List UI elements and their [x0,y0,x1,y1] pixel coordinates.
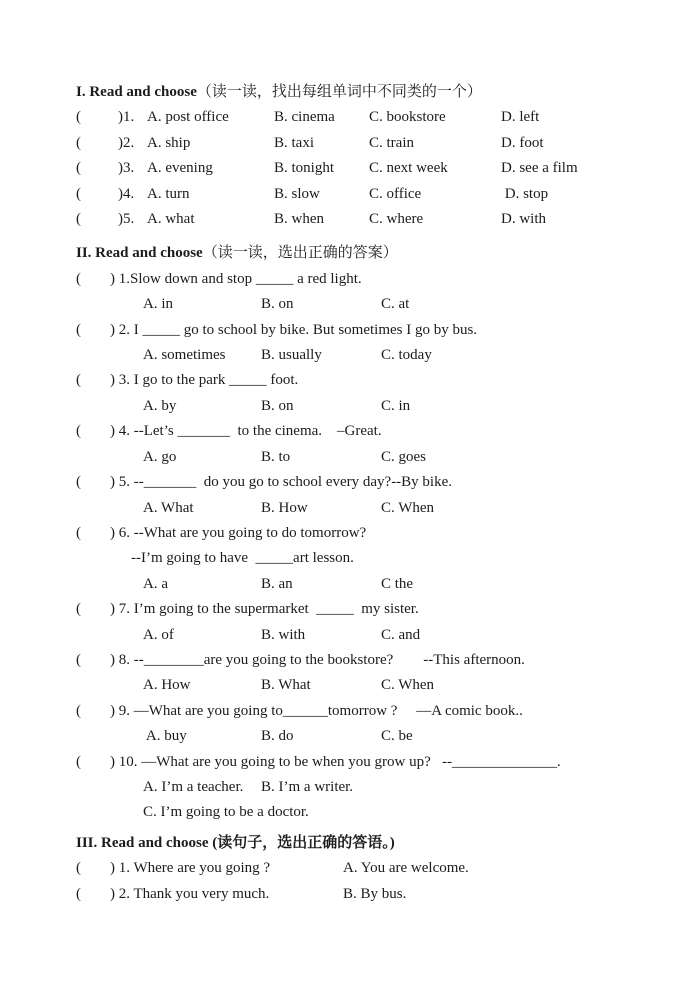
section1-heading [76,80,665,105]
stem-text: ) 9. —What are you going to______tomorrow ? —A comic book.. [110,702,523,719]
option-c: C. where [369,211,424,228]
option-d: D. stop [501,185,549,202]
stem-text: ) 8. --________are you going to the bookstore? --This afternoon. [110,651,525,668]
answer-paren: ( [76,185,81,202]
answer-paren: ( [76,423,81,440]
option-c: C. today [381,347,432,364]
match-answer: A. You are welcome. [343,860,469,877]
sec2-question-10 [76,750,665,826]
option-b: B. usually [261,347,322,364]
question-stem-line2 [131,546,665,571]
answer-paren: ( [76,372,81,389]
answer-paren: ( [76,134,81,151]
sec1-q1-row [76,105,665,130]
stem-text: ) 3. I go to the park _____ foot. [110,372,299,389]
sec2-question-1 [76,267,665,318]
option-b: B. on [261,397,294,414]
sec2-question-9 [76,699,665,750]
option-a: A. ship [147,134,191,151]
match-answer: B. By bus. [343,885,407,902]
option-b: B. cinema [274,109,335,126]
option-c: C. When [381,499,435,516]
answer-paren: ( [76,702,81,719]
answer-paren: ( [76,109,81,126]
stem-text: ) 1.Slow down and stop _____ a red light. [110,270,362,287]
question-stem [76,597,665,622]
stem-text: ) 4. --Let’s _______ to the cinema. –Great. [110,423,382,440]
sec1-q2-row [76,131,665,156]
question-stem [76,419,665,444]
question-stem [76,318,665,343]
option-c: C. in [381,397,411,414]
sec2-question-3 [76,368,665,419]
options-row [143,673,665,698]
option-b: B. on [261,296,294,313]
question-stem [76,470,665,495]
option-a: A. buy [143,728,187,745]
question-number: )5. [118,211,135,228]
options-row [143,572,665,597]
section3-heading-en: III. Read and choose [76,834,213,851]
question-stem [76,750,665,775]
stem-text: ) 6. --What are you going to do tomorrow? [110,524,367,541]
option-c: C. be [381,728,413,745]
options-row [143,445,665,470]
match-question: ) 1. Where are you going ? [110,860,271,877]
question-stem [76,267,665,292]
option-b: B. with [261,626,306,643]
section2-heading [76,241,665,266]
question-stem [76,521,665,546]
option-c: C. next week [369,160,448,177]
option-b: B. to [261,448,291,465]
question-number: )4. [118,185,135,202]
sec3-match-row-1 [76,856,665,881]
question-stem [76,699,665,724]
stem-text: ) 7. I’m going to the supermarket _____ my sister. [110,601,419,618]
answer-paren: ( [76,211,81,228]
sec2-question-2 [76,318,665,369]
stem-text: ) 10. —What are you going to be when you grow up? --______________. [110,753,561,770]
option-a: A. I’m a teacher. [143,778,244,795]
options-row [143,292,665,317]
sec2-question-6 [76,521,665,597]
stem-text: ) 5. --_______ do you go to school every day?--By bike. [110,474,453,491]
stem-text-2: --I’m going to have _____art lesson. [131,550,354,567]
answer-paren: ( [76,753,81,770]
options-row-2 [143,800,665,825]
answer-paren: ( [76,860,81,877]
option-b: B. slow [274,185,320,202]
sec2-question-7 [76,597,665,648]
options-row [143,343,665,368]
option-b: B. I’m a writer. [261,778,354,795]
option-b: B. an [261,575,293,592]
option-c: C. at [381,296,410,313]
sec2-question-8 [76,648,665,699]
sec1-q5-row [76,207,665,232]
option-a: A. What [143,499,194,516]
option-c: C. and [381,626,421,643]
answer-paren: ( [76,601,81,618]
option-a: A. turn [147,185,190,202]
option-c: C. bookstore [369,109,446,126]
option-a: A. by [143,397,177,414]
sec1-q3-row [76,156,665,181]
answer-paren: ( [76,885,81,902]
sec2-question-5 [76,470,665,521]
answer-paren: ( [76,524,81,541]
option-a: A. post office [147,109,229,126]
match-question: ) 2. Thank you very much. [110,885,270,902]
options-row [143,724,665,749]
question-stem [76,648,665,673]
answer-paren: ( [76,474,81,491]
option-a: A. sometimes [143,347,226,364]
option-b: B. when [274,211,324,228]
sec1-q4-row [76,182,665,207]
options-row [143,775,665,800]
question-number: )2. [118,134,135,151]
option-b: B. do [261,728,294,745]
option-a: A. what [147,211,195,228]
option-d: D. with [501,211,546,228]
option-a: A. go [143,448,177,465]
question-number: )3. [118,160,135,177]
option-c: C. goes [381,448,426,465]
section1-heading-cn: （读一读，找出每组单词中不同类的一个） [196,84,482,100]
question-number: )1. [118,109,135,126]
sec2-question-4 [76,419,665,470]
option-c: C. office [369,185,422,202]
option-c: C the [381,575,414,592]
question-stem [76,368,665,393]
option-d: D. foot [501,134,544,151]
option-c: C. I’m going to be a doctor. [143,804,309,821]
option-a: A. in [143,296,173,313]
options-row [143,496,665,521]
section2-heading-cn: （读一读，选出正确的答案） [202,245,398,262]
option-d: D. left [501,109,540,126]
option-d: D. see a film [501,160,578,177]
option-a: A. of [143,626,174,643]
options-row [143,623,665,648]
sec3-match-row-2 [76,882,665,907]
section3-heading [76,831,665,856]
answer-paren: ( [76,651,81,668]
option-b: B. tonight [274,160,335,177]
option-b: B. What [261,677,311,694]
option-a: A. evening [147,160,213,177]
answer-paren: ( [76,321,81,338]
option-b: B. taxi [274,134,314,151]
option-c: C. When [381,677,435,694]
section1-heading-en: I. Read and choose [76,84,197,100]
stem-text: ) 2. I _____ go to school by bike. But sometimes I go by bus. [110,321,478,338]
option-b: B. How [261,499,308,516]
options-row [143,394,665,419]
option-a: A. a [143,575,168,592]
answer-paren: ( [76,270,81,287]
option-c: C. train [369,134,414,151]
option-a: A. How [143,677,191,694]
answer-paren: ( [76,160,81,177]
section2-heading-en: II. Read and choose [76,245,203,262]
section3-heading-cn: (读句子，选出正确的答语。) [212,834,395,851]
